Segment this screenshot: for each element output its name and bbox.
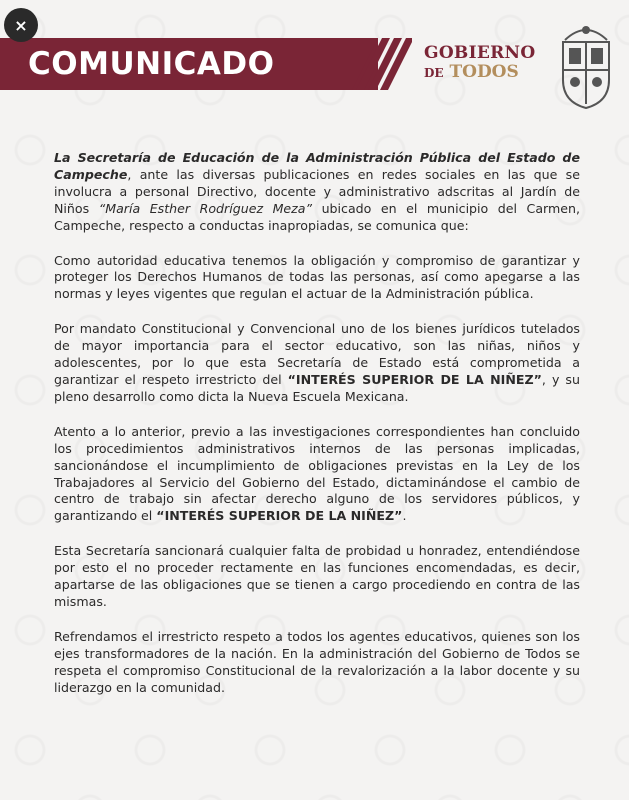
paragraph-1 bbox=[54, 150, 580, 235]
paragraph-6: Refrendamos el irrestricto respeto a todos los agentes educativos, quienes son los ejes transformadores de la nación. En la administración del Gobierno de Todos se respeta el compromiso Constitucional de la revalorización a la labor docente y su liderazgo en la comunidad. bbox=[54, 628, 580, 695]
paragraph-3-text-a: Por mandato Constitucional y Convencional uno de los bienes jurídicos tutelados de mayor importancia para el sector educativo, son las niñas, niños y adolescentes, por lo que esta Secretaría de Estado está comprometida a garantizar el respeto irrestricto del bbox=[54, 321, 580, 387]
paragraph-5: Esta Secretaría sancionará cualquier falta de probidad u honradez, entendiéndose por esto el no proceder rectamente en las funciones encomendadas, es decir, apartarse de las obligaciones que se tienen a cargo procediendo en contra de las mismas. bbox=[54, 543, 580, 609]
issuing-entity: La Secretaría de Educación de la Administración Pública del Estado de Campeche bbox=[54, 150, 580, 182]
close-icon[interactable]: × bbox=[4, 8, 38, 42]
page-title: COMUNICADO bbox=[28, 46, 275, 82]
paragraph-4-text-b: . bbox=[402, 508, 407, 524]
logo-todos: TODOS bbox=[449, 62, 519, 82]
logo-de: DE bbox=[424, 66, 444, 80]
communique-body bbox=[54, 150, 580, 714]
school-name: “María Esther Rodríguez Meza” bbox=[98, 200, 313, 216]
paragraph-3 bbox=[54, 321, 580, 406]
logo-line-gobierno: GOBIERNO bbox=[424, 43, 536, 63]
gobierno-de-todos-logo bbox=[424, 44, 544, 83]
paragraph-1-text-b: ubicado en el municipio del Carmen, Campeche, respecto a conductas inapropiadas, se comunica que: bbox=[54, 200, 581, 233]
paragraph-3-emphasis: “INTERÉS SUPERIOR DE LA NIÑEZ” bbox=[287, 371, 542, 387]
paragraph-4-emphasis: “INTERÉS SUPERIOR DE LA NIÑEZ” bbox=[156, 508, 403, 524]
paragraph-4 bbox=[54, 424, 580, 525]
diagonal-stripes-decoration bbox=[300, 38, 412, 90]
paragraph-3-text-b: , y su pleno desarrollo como dicta la Nueva Escuela Mexicana. bbox=[54, 371, 580, 404]
paragraph-1-text-a: , ante las diversas publicaciones en redes sociales en las que se involucra a personal Directivo, docente y administrativo adscritas al Jardín de Niños bbox=[54, 166, 580, 216]
coat-of-arms-icon bbox=[555, 20, 617, 112]
paragraph-4-text-a: Atento a lo anterior, previo a las investigaciones correspondientes han concluido los procedimientos administrativos internos de las personas implicadas, sancionándose el incumplimiento de obligaciones previstas en la Ley de los Trabajadores al Servicio del Gobierno del Estado, dictaminándose el cambio de centro de trabajo sin afectar derecho alguno de los servidores públicos, y garantizando el bbox=[54, 423, 580, 524]
paragraph-2: Como autoridad educativa tenemos la obligación y compromiso de garantizar y proteger los Derechos Humanos de todas las personas, así como apegarse a las normas y leyes vigentes que regulan el actuar de la Administración pública. bbox=[54, 252, 580, 302]
logo-line-de-todos bbox=[424, 63, 544, 83]
